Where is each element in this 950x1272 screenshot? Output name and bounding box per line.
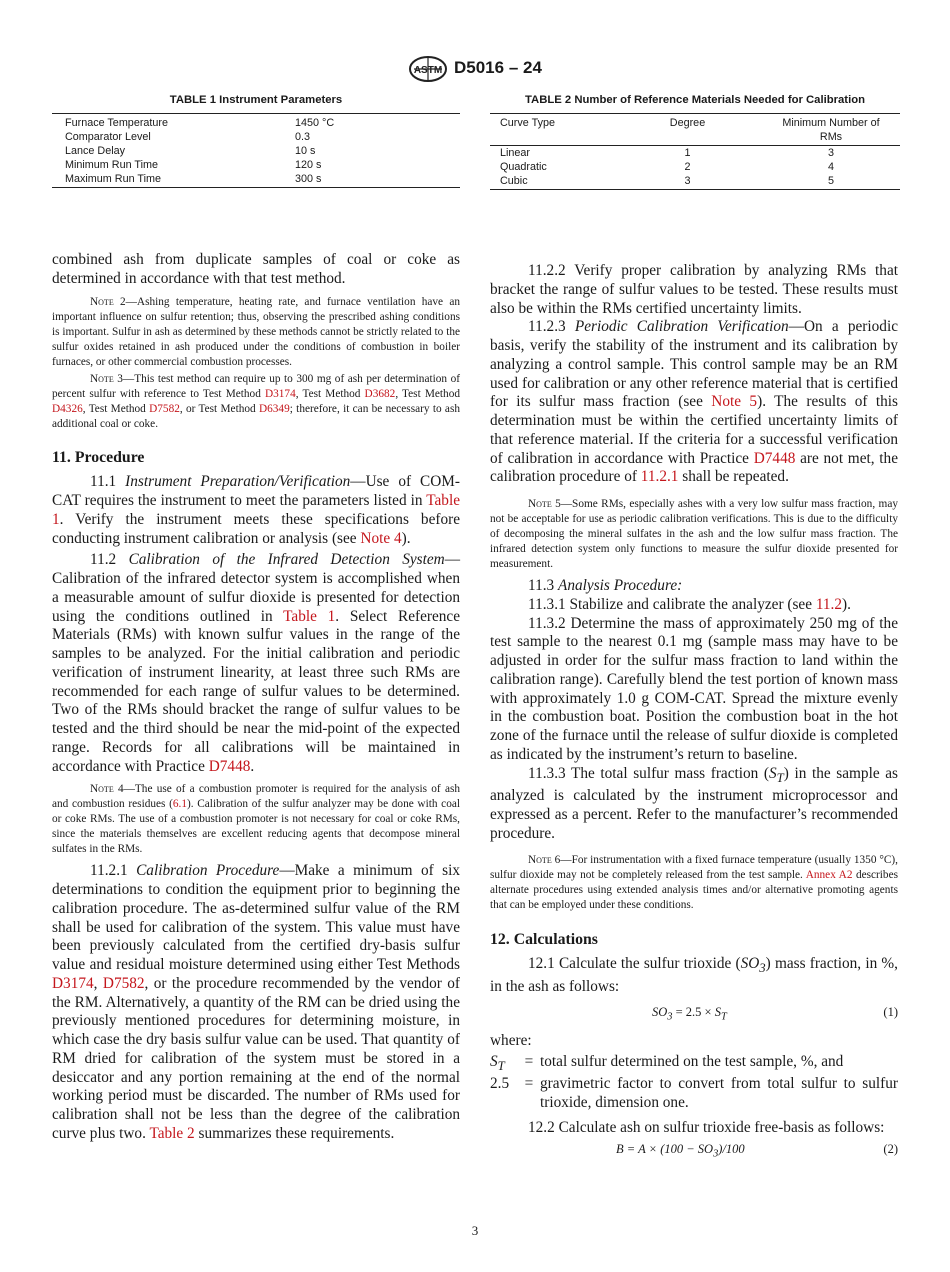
paragraph-11-1 [52,473,460,548]
definition-text: gravimetric factor to convert from total sulfur to sulfur trioxide, dimension one. [540,1075,898,1112]
right-column [490,262,898,1160]
link-d3682[interactable]: D3682 [364,387,396,400]
text-run: 11.2.1 [90,862,137,880]
link-d7582[interactable]: D7582 [149,402,180,415]
definition-text: total sulfur determined on the test sample, %, and [540,1052,844,1070]
table-row [52,144,460,158]
link-annex-a2[interactable]: Annex A2 [805,868,853,881]
table-cell: 5 [827,175,834,187]
link-11-2-1[interactable]: 11.2.1 [640,468,679,486]
table-cell: Furnace Temperature [65,117,169,129]
text-run: —Make a minimum of six determinations to condition the equipment prior to beginning the calibration procedure. The as-determined sulfur value of the RM shall be used for calibration of the system. This value must have been previously calculated from the certified dry-basis sulfur value and residual moisture determined using either Test Methods [52,862,460,973]
section-heading-11: 11. Procedure [52,448,145,466]
equation-number: (2) [883,1141,898,1156]
paragraph-11-2-1 [52,862,460,1143]
text-run: ). [401,529,411,547]
table-header-row [490,114,900,146]
eq-operator: = 2.5 × [672,1004,715,1019]
table1 [52,113,460,188]
paragraph-11-2 [52,551,460,776]
astm-logo-icon [408,56,448,82]
paragraph-11-3-2: 11.3.2 Determine the mass of approximately 250 mg of the test sample to the nearest 0.1 mg (sample mass may have to be adjusted in order for the sulfur mass fraction to land within the calibration range). Carefully blend the test portion of known mass with approximately 1.0 g COM-CAT. Spread the mixture evenly in the combustion boat. Position the combustion boat in the hot zone of the furnace until the release of sulfur dioxide is completed as indicated by the instrument’s return to baseline. [490,614,898,763]
text-run: ). Calibration of the sulfur analyzer may be done with coal or coke RMs. The use of a combustion promoter is not necessary for coal or coke RMs, since the materials themselves are excellent reducing agents that decompose mineral sulfates in the RMs. [52,798,460,856]
symbol: SO [740,955,760,973]
text-run: , Test Method [395,387,460,400]
table-cell: 4 [827,161,834,173]
link-d4326[interactable]: D4326 [52,402,83,415]
link-note-5[interactable]: Note 5 [711,393,758,411]
paragraph-11-3-1 [490,596,898,615]
definition-equals: = [524,1052,534,1070]
note-label: Note [90,372,114,385]
link-note-4[interactable]: Note 4 [360,529,402,547]
left-column [52,251,460,1144]
paragraph-title: Analysis Procedure: [558,577,683,594]
text-run: ) in the sample as analyzed is calculated by the instrument microprocessor and expressed as a percent. Refer to the manufacturer’s recommended procedure. [490,764,898,842]
equation-2 [490,1140,898,1160]
text-run: , Test Method [82,402,150,415]
link-d7448[interactable]: D7448 [753,449,796,467]
table-row [490,160,900,174]
text-run: summarizes these requirements. [194,1124,395,1142]
text-run: are not met, the calibration procedure of [490,449,898,486]
table-cell: 2 [684,161,691,173]
table-row [52,172,460,188]
text-run: , Test Method [295,387,365,400]
note-5 [490,497,898,572]
link-d6349[interactable]: D6349 [258,402,290,415]
paragraph-12-1 [490,955,898,997]
paragraph-title: Calibration of the Infrared Detection System [128,551,445,569]
eq-term: B = A × (100 − SO [616,1141,714,1156]
text-run: 3—This test method can require up to 300 mg of ash per determination of percent sulfur with reference to Test Method [52,372,460,400]
eq-subscript: 3 [713,1148,719,1160]
table-cell: 1 [684,147,691,159]
table-cell: 3 [684,175,691,187]
eq-subscript: 3 [667,1011,673,1023]
table-cell: 120 s [295,159,322,171]
page-number: 3 [471,1223,479,1238]
text-run: ). The results of this determination must be within the certified uncertainty limits of that reference material. If the criteria for a successful verification of calibration in accordance with Practice [490,393,898,467]
table-cell: 0.3 [295,131,311,143]
symbol: S [769,764,777,782]
link-table-2[interactable]: Table 2 [149,1124,195,1142]
note-label: Note [90,295,114,308]
table-row [52,158,460,172]
text-run: ; therefore, it can be necessary to ash additional coal or coke. [52,402,460,430]
note-4 [52,782,460,857]
text-run: 11.1 [90,473,126,491]
text-run: 6—For instrumentation with a fixed furnace temperature (usually 1350 °C), sulfur dioxide may not be completely released from the test sample. [490,853,898,881]
definition-row [490,1053,898,1076]
text-run: —Use of COM-CAT requires the instrument to meet the parameters listed in [52,473,460,509]
table2-caption: TABLE 2 Number of Reference Materials Needed for Calibration [524,94,866,106]
paragraph-12-2: 12.2 Calculate ash on sulfur trioxide free-basis as follows: [528,1118,885,1136]
definition-row [490,1075,898,1113]
definition-symbol [490,1053,518,1076]
text-run: . [250,757,255,775]
link-table-1[interactable]: Table 1 [283,607,336,625]
text-run: 12.1 Calculate the sulfur trioxide ( [528,955,741,973]
text-run: 11.2 [90,551,129,569]
table-row [490,146,900,161]
text-run: —On a periodic basis, verify the stability of the instrument and its calibration by analyzing a control sample. This control sample may be an RM used for calibration or any other reference material that is certified for its sulfur mass fraction (see [490,318,898,411]
table-cell: Minimum Run Time [65,159,158,171]
where-label: where: [490,1031,532,1049]
text-run: , or Test Method [179,402,259,415]
eq-subscript: T [720,1011,727,1023]
table-row [52,130,460,144]
note-2 [52,295,460,370]
text-run: 11.3 [528,577,559,594]
text-run: shall be repeated. [678,468,789,486]
paragraph: combined ash from duplicate samples of coal or coke as determined in accordance with that test method. [52,251,460,287]
table-cell: Linear [500,147,531,159]
text-run: , or the procedure recommended by the vendor of the RM. Alternatively, a quantity of the RM can be dried using the previously mentioned procedures for determining moisture, in which case the dry basis sulfur value can be used. That quantity of RM dried for calibration of the system must be stored in a desiccator and any portion remaining at the end of the normal working period must be discarded. The number of RMs used for calibration shall not be less than the degree of the calibration curve plus two. [52,974,460,1142]
text-run: ). [842,595,851,613]
note-text: 5—Some RMs, especially ashes with a very low sulfur mass fraction, may not be acceptable for use as periodic calibration verifications. This is due to the difficulty of decomposing the mineral sulfates in the ash and the low sulfur mass fraction. The infrared detection system only functions to measure the sulfur dioxide presented for measurement. [490,498,898,570]
text-run: . Verify the instrument meets these specifications before conducting instrument calibration or analysis (see [52,510,460,547]
link-d3174[interactable]: D3174 [264,387,296,400]
link-6-1[interactable]: 6.1 [172,798,187,811]
equation-expression [616,1140,745,1164]
link-11-2[interactable]: 11.2 [815,595,843,613]
text-run: ) mass fraction, in %, in the ash as follows: [490,955,898,996]
table-header-cell: Degree [669,117,706,129]
text-run: 11.3.3 The total sulfur mass fraction ( [528,764,770,782]
eq-term: S [714,1004,721,1019]
page-header [0,56,950,84]
paragraph-11-3 [490,577,898,596]
definition-equals: = [524,1075,534,1093]
document-designation: D5016 – 24 [454,58,542,77]
text-run: 4—The use of a combustion promoter is required for the analysis of ash and combustion residues ( [52,783,460,811]
paragraph-title: Instrument Preparation/Verification [125,473,351,491]
text-run: 11.3.1 Stabilize and calibrate the analyzer (see [528,595,816,613]
table-cell: 1450 °C [295,117,335,129]
link-d7582[interactable]: D7582 [102,974,145,992]
paragraph-11-2-2: 11.2.2 Verify proper calibration by analyzing RMs that bracket the range of sulfur values to be tested. These results must also be within the RMs certified uncertainty limits. [490,262,898,317]
link-d3174[interactable]: D3174 [52,974,94,992]
table-cell: Lance Delay [65,145,126,157]
note-label: Note [528,498,552,510]
symbol-subscript: T [497,1058,505,1073]
link-d7448[interactable]: D7448 [208,757,251,775]
note-6 [490,853,898,913]
note-label: Note [528,853,552,866]
table-cell: Comparator Level [65,131,151,143]
paragraph-11-3-3 [490,765,898,844]
table-cell: 3 [827,147,834,159]
equation-1 [490,1003,898,1023]
table-cell: Maximum Run Time [65,173,161,185]
text-run: . Select Reference Materials (RMs) with known sulfur values in the range of the samples to be analyzed. For the initial calibration and periodic verification of instrument linearity, at least three such RMs are recommended for each range of sulfur values to be determined. Two of the RMs should bracket the range of sulfur values to be tested and the third should be near the mid-point of the expected range. Records for all calibrations will be maintained in accordance with Practice [52,607,460,775]
note-3 [52,372,460,432]
note-text: 2—Ashing temperature, heating rate, and furnace ventilation have an important influence on sulfur retention; thus, observing the prescribed ashing conditions is important. Sulfur in ash as determined by these methods cannot be strictly related to the sulfur oxides retained in ash produced under the conditions of combustion in boiler furnaces, or other commercial combustion processes. [52,295,460,368]
text-run: —Calibration of the infrared detector system is accomplished when a measurable amount of sulfur dioxide is presented for detection using the conditions outlined in [52,551,460,625]
eq-term: )/100 [718,1141,745,1156]
table-header-cell: Curve Type [500,117,556,129]
svg-text:ASTM: ASTM [413,65,443,76]
paragraph-11-2-3 [490,318,898,487]
eq-term: SO [652,1004,668,1019]
table-row [490,174,900,190]
table-cell: 300 s [295,173,322,185]
link-table-1[interactable]: Table 1 [52,492,460,528]
symbol-subscript: T [776,770,784,785]
table-cell: 10 s [295,145,316,157]
paragraph-title: Calibration Procedure [136,862,280,880]
text-run: describes alternate procedures using extended analysis times and/or alternative promoting agents that can be employed under these conditions. [490,868,898,911]
table-row [52,114,460,131]
table1-caption: TABLE 1 Instrument Parameters [169,94,343,106]
definition-symbol: 2.5 [490,1075,510,1093]
symbol: S [490,1052,498,1070]
text-run: , [93,974,103,992]
equation-number: (1) [883,1004,898,1019]
table2 [490,113,900,190]
symbol-subscript: 3 [759,961,766,976]
paragraph-title: Periodic Calibration Verification [574,318,789,336]
section-heading-12: 12. Calculations [490,930,598,948]
text-run: 11.2.3 [528,318,575,336]
table-header-cell: Minimum Number of RMs [782,117,880,143]
equation-expression [652,1003,727,1027]
table-cell: Quadratic [500,161,547,173]
note-label: Note [90,783,114,796]
table-cell: Cubic [500,175,528,187]
